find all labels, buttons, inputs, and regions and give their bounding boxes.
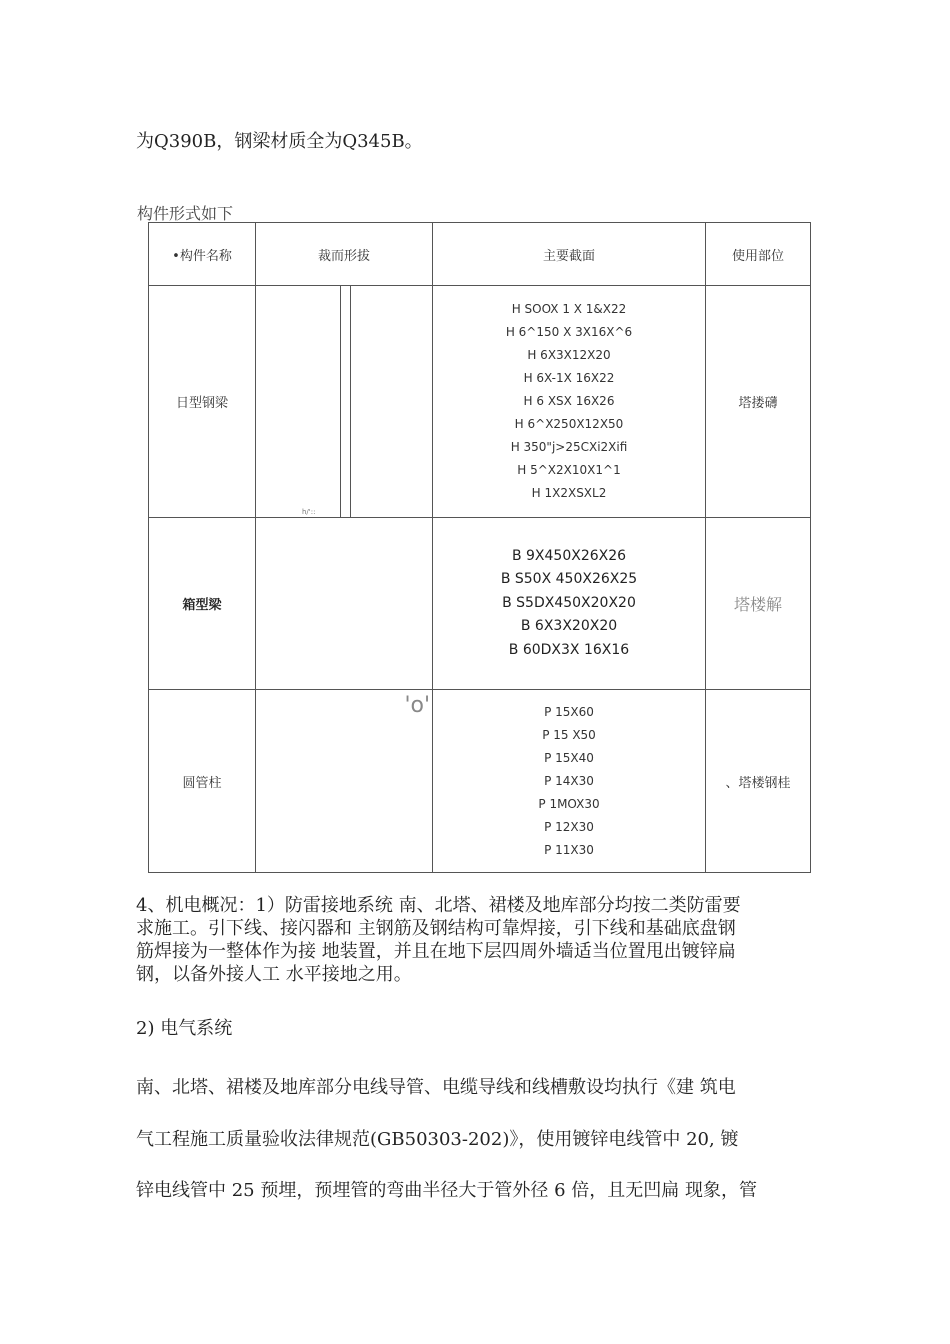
section-item: B 60DX3X 16X16: [508, 641, 630, 658]
section-item: H 6 XSX 16X26: [523, 394, 615, 408]
shape-cell: [256, 518, 433, 690]
paragraph-line: 气工程施工质量验收法律规范(GB50303-202)》，使用镀锌电线管中 20, 镀: [136, 1129, 739, 1150]
component-name: 日型钢梁: [149, 286, 256, 518]
table-caption: 构件形式如下: [137, 204, 234, 223]
section-item: H 5^X2X10X1^1: [517, 463, 621, 477]
section-item: P 11X30: [544, 842, 594, 857]
section-item: P 15X40: [544, 750, 594, 765]
section-item: H SOOX 1 X 1&X22: [511, 302, 627, 316]
paragraph-line: 钢，以备外接人工 水平接地之用。: [136, 964, 412, 985]
section-item: B S50X 450X26X25: [500, 571, 638, 588]
section-item: H 6^X250X12X50: [514, 417, 624, 431]
shape-label: 'o': [404, 693, 430, 718]
component-name: 圆管柱: [149, 690, 256, 873]
section-list: [433, 690, 706, 873]
section-item: P 12X30: [544, 819, 594, 834]
shape-line: [340, 286, 341, 517]
section-item: H 350"j>25CXi2Xifi: [510, 440, 628, 454]
usage-location: 塔搂礴: [706, 286, 811, 518]
table-header-row: [149, 223, 811, 286]
header-name: •构件名称: [149, 223, 256, 286]
section-item: H 1X2XSXL2: [531, 486, 607, 500]
section-item: P 1MOX30: [538, 796, 600, 811]
paragraph-line: 求施工。引下线、接闪器和 主钢筋及钢结构可靠焊接，引下线和基础底盘钢: [136, 918, 736, 939]
paragraph-line: 筋焊接为一整体作为接 地装置，并且在地下层四周外墙适当位置甩出镀锌扁: [136, 941, 736, 962]
section-item: B 9X450X26X26: [511, 547, 627, 564]
header-shape: 裁而形拔: [256, 223, 433, 286]
section-item: H 6X3X12X20: [527, 348, 611, 362]
section-item: P 14X30: [544, 773, 594, 788]
section-item: H 6X-1X 16X22: [523, 371, 615, 385]
section-list: [433, 286, 706, 518]
paragraph-line: 4、机电概况：1）防雷接地系统 南、北塔、裙楼及地库部分均按二类防雷要: [136, 895, 741, 916]
paragraph-line: 锌电线管中 25 预埋，预埋管的弯曲半径大于管外径 6 倍，且无凹扁 现象，管: [136, 1180, 757, 1201]
section-heading: 2) 电气系统: [136, 1018, 233, 1039]
table-row: [149, 518, 811, 690]
section-item: P 15X60: [544, 704, 594, 719]
shape-line: [350, 286, 351, 517]
paragraph-line: 南、北塔、裙楼及地库部分电线导管、电缆导线和线槽敷设均执行《建 筑电: [136, 1077, 736, 1098]
intro-line: 为Q390B，钢梁材质全为Q345B。: [136, 131, 423, 152]
section-item: H 6^150 X 3X16X^6: [505, 325, 633, 339]
shape-label: h/'::: [302, 508, 316, 516]
section-item: B S5DX450X20X20: [502, 594, 636, 611]
header-location: 使用部位: [706, 223, 811, 286]
section-item: B 6X3X20X20: [520, 618, 618, 635]
section-item: P 15 X50: [542, 727, 596, 742]
component-table: [148, 222, 811, 873]
usage-location: 塔楼解: [706, 518, 811, 690]
table-row: [149, 690, 811, 873]
usage-location: 、塔楼钢桂: [706, 690, 811, 873]
shape-cell: [256, 690, 433, 873]
section-list: [433, 518, 706, 690]
component-name: 箱型梁: [149, 518, 256, 690]
shape-cell: [256, 286, 433, 518]
table-row: [149, 286, 811, 518]
header-section: 主要截面: [433, 223, 706, 286]
